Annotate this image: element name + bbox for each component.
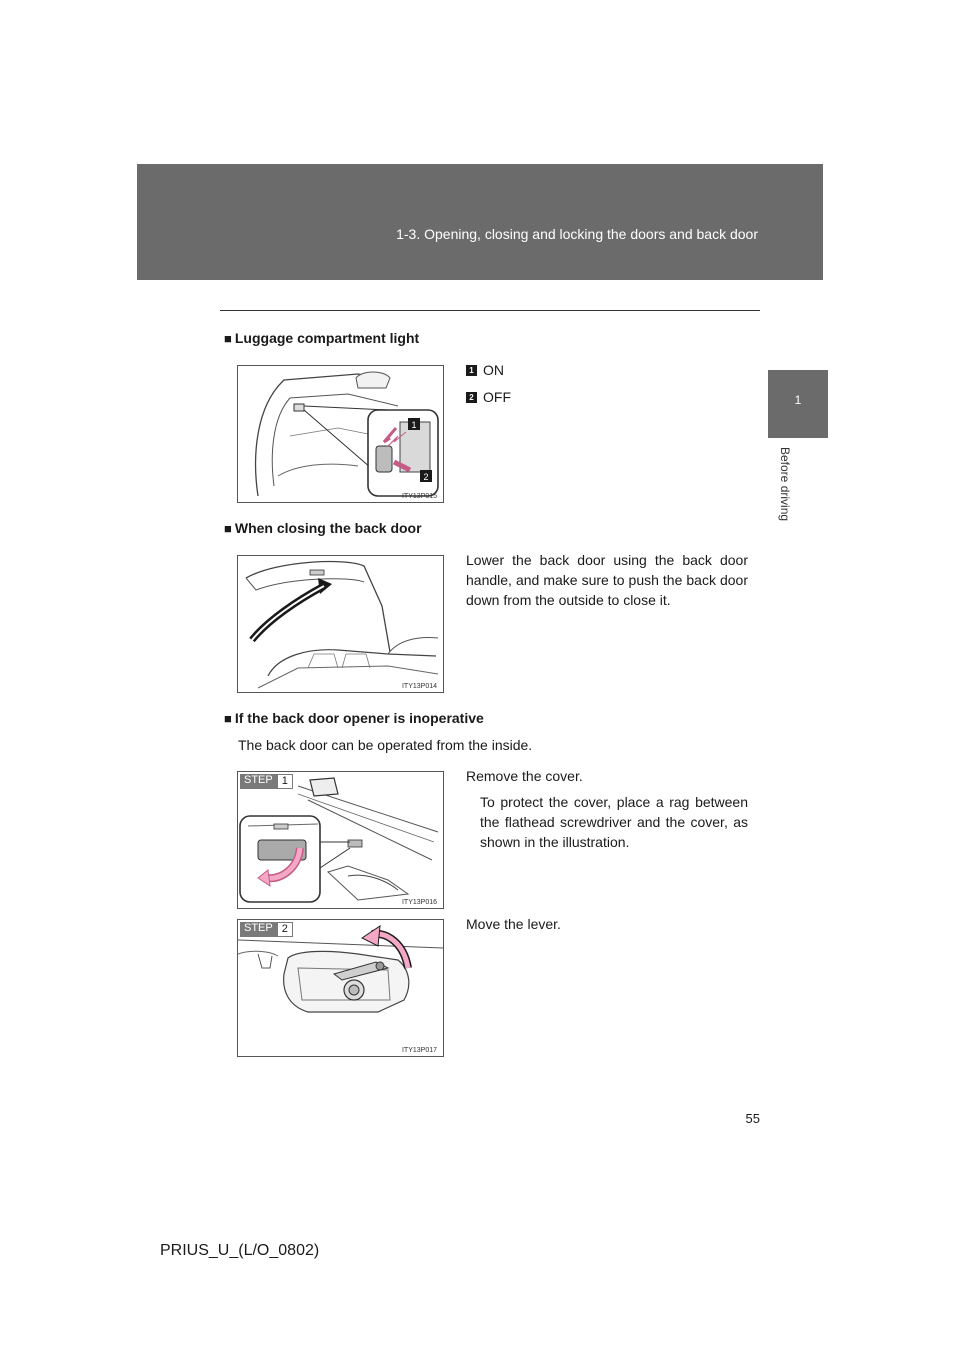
section-marker: ■: [224, 331, 232, 346]
step-word: STEP: [240, 774, 277, 789]
luggage-light-illustration: [238, 366, 443, 502]
figure-step-1: [237, 771, 444, 909]
closing-back-door-text: Lower the back door using the back door handle, and make sure to push the back door down from the outside to close it.: [466, 552, 748, 608]
section-marker: ■: [224, 521, 232, 536]
page-number: 55: [745, 1111, 760, 1126]
figure-step-2: [237, 919, 444, 1057]
step-number: 1: [277, 774, 293, 789]
side-tab-label: Before driving: [778, 447, 792, 522]
closing-back-door-illustration: [238, 556, 443, 692]
header-rule: [220, 310, 760, 311]
figure-code: ITY13P015: [401, 493, 437, 500]
section-title: Luggage compartment light: [234, 330, 420, 346]
section-heading-opener-inoperative: [224, 710, 484, 726]
side-tab-number: 1: [794, 393, 802, 407]
section-title: When closing the back door: [234, 520, 422, 536]
legend-item-off: [466, 389, 511, 405]
figure-code: ITY13P016: [401, 899, 437, 906]
section-heading-closing-back-door: [224, 520, 422, 536]
figure-code: ITY13P017: [401, 1047, 437, 1054]
svg-text:2: 2: [423, 472, 429, 482]
section-marker: ■: [224, 711, 232, 726]
legend-label: OFF: [483, 389, 511, 405]
legend-number: 1: [466, 365, 477, 376]
legend-label: ON: [483, 362, 504, 378]
legend-number: 2: [466, 392, 477, 403]
section-title: If the back door opener is inoperative: [234, 710, 484, 726]
model-code: PRIUS_U_(L/O_0802): [160, 1242, 320, 1259]
header-band: [137, 164, 823, 280]
step-number: 2: [277, 922, 293, 937]
step-word: STEP: [240, 922, 277, 937]
figure-code: ITY13P014: [401, 683, 437, 690]
chapter-title: 1-3. Opening, closing and locking the doors and back door: [396, 226, 758, 242]
legend-item-on: [466, 362, 504, 378]
section-heading-luggage-light: [224, 330, 419, 346]
opener-inoperative-intro: The back door can be operated from the inside.: [238, 737, 533, 753]
step-2-instruction: Move the lever.: [466, 916, 561, 932]
step-badge: [240, 922, 293, 937]
step-1-instruction: Remove the cover.: [466, 768, 583, 784]
step-1-illustration: [238, 772, 443, 908]
figure-closing-back-door: [237, 555, 444, 693]
step-2-illustration: [238, 920, 443, 1056]
step-1-note: To protect the cover, place a rag between the flathead screwdriver and the cover, as shown in the illustration.: [480, 794, 748, 850]
figure-luggage-light: [237, 365, 444, 503]
step-badge: [240, 774, 293, 789]
svg-text:1: 1: [411, 420, 417, 430]
